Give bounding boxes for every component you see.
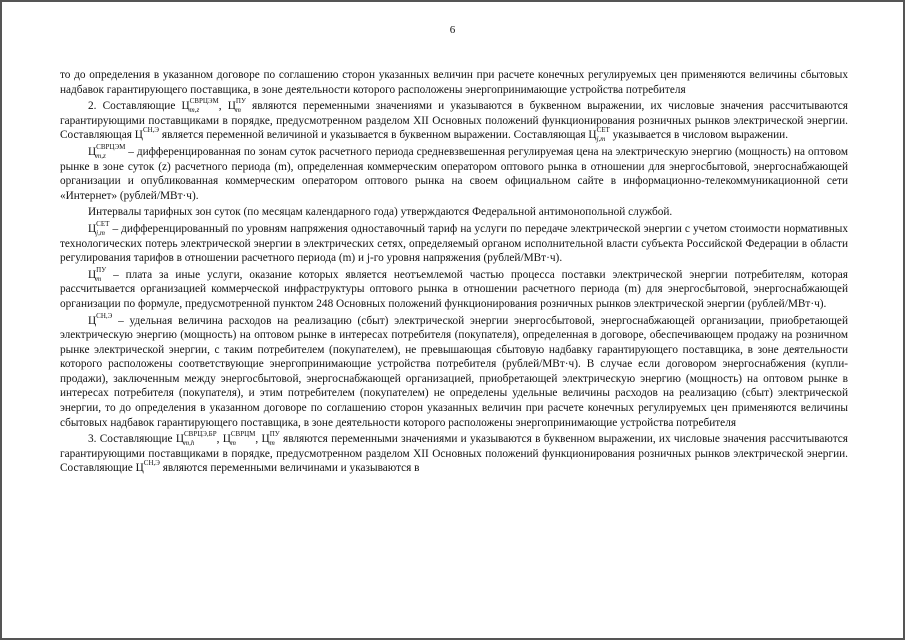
formula-symbol: $Ц^{СН,Э}$ xyxy=(135,459,160,475)
document-body xyxy=(60,68,848,478)
formula-symbol: $Ц^{СВРЦЭ,БР}_{m,h}$ xyxy=(175,430,217,448)
formula-symbol: $Ц^{СН,Э}$ xyxy=(88,311,113,327)
formula-symbol: $Ц^{СЕТ}_{j,m}$ xyxy=(588,126,610,144)
paragraph-definition-set: $Ц^{СЕТ}_{j,m}$ – дифференцированный по уровням напряжения одноставочный тариф на услуги по передаче электрической энергии с учетом стоимости нормативных технологических потерь электрической энергии в электрических сетях, определяемый органом исполнительной власти субъекта Российской Федерации в области регулирования тарифов в отношении расчетного периода (m) и j-го уровня напряжения (рублей/МВт·ч). xyxy=(60,219,848,265)
formula-symbol: $Ц^{СВРЦЭМ}_{m,z}$ xyxy=(88,142,126,160)
formula-symbol: $Ц^{ПУ}_m$ xyxy=(227,97,246,115)
formula-symbol: $Ц^{ПУ}_m$ xyxy=(261,430,280,448)
paragraph-item-2: 2. Составляющие $Ц^{СВРЦЭМ}_{m,z}$ , $Ц^{ПУ}_m$ являются переменными значениями и указываются в буквенном выражении, их числовые значения рассчитываются гарантирующими поставщиками в порядке, предусмотренном разделом XII Основных положений функционирования розничных рынков электрической энергии. Составляющая $Ц^{СН,Э}$ является переменной величиной и указывается в буквенном выражении. Составляющая $Ц^{СЕТ}_{j,m}$ указывается в числовом выражении. xyxy=(60,97,848,144)
paragraph-item-3: 3. Составляющие $Ц^{СВРЦЭ,БР}_{m,h}$ , $Ц^{СВРЦМ}_m$ , $Ц^{ПУ}_m$ являются переменными значениями и указываются в буквенном выражении, их числовые значения рассчитываются гарантирующими поставщиками в порядке, предусмотренном разделом XII Основных положений функционирования розничных рынков электрической энергии. Составляющие $Ц^{СН,Э}$ являются переменными величинами и указываются в xyxy=(60,430,849,475)
paragraph-definition-pu: $Ц^{ПУ}_m$ – плата за иные услуги, оказание которых является неотъемлемой частью процесса поставки электрической энергии потребителям, которая рассчитывается организацией коммерческой инфраструктуры оптового рынка в отношении расчетного периода (m) для энергосбытовой, энергоснабжающей организации по формуле, предусмотренной пунктом 248 Основных положений функционирования розничных рынков электрической энергии (рублей/МВт·ч). xyxy=(60,265,848,310)
formula-symbol: $Ц^{СВРЦЭМ}_{m,z}$ xyxy=(181,97,219,115)
paragraph-definition-svrcem: $Ц^{СВРЦЭМ}_{m,z}$ – дифференцированная по зонам суток расчетного периода средневзвешенная регулируемая цена на электрическую энергию (мощность) на оптовом рынке в зоне суток (z) расчетного периода (m), определенная коммерческим оператором оптового рынка в отношении для энергосбытовой, энергоснабжающей организации и опубликованная коммерческим оператором оптового рынка на своем официальном сайте в информационно-телекоммуникационной сети «Интернет» (рублей/МВт·ч). xyxy=(60,142,848,202)
formula-symbol: $Ц^{СВРЦМ}_m$ xyxy=(222,430,256,448)
paragraph-definition-sne: $Ц^{СН,Э}$ – удельная величина расходов на реализацию (сбыт) электрической энергии энергосбытовой, энергоснабжающей организации, приобретающей электрическую энергию (мощность) на оптовом рынке в интересах потребителя (покупателя), определенная в договоре, обеспечивающем продажу на розничном рынке электрической энергии, с таким потребителем (покупателем), не превышающая сбытовую надбавку гарантирующего поставщика, в зоне деятельности которого расположены соответствующие энергопринимающие устройства потребителя (рублей/МВт·ч). В случае если договором энергоснабжения (купли-продажи), заключенным между энергосбытовой, энергоснабжающей организацией, приобретающей электрическую энергию (мощность) на оптовом рынке в интересах потребителя (покупателя), и этим потребителем (покупателем) не определены удельные величины расходов на реализацию (сбыт) электрической энергии, то до определения в указанном договоре по соглашению сторон указанных величин при расчете конечных регулируемых цен применяются величины сбытовых надбавок гарантирующего поставщика, в зоне деятельности которого расположены энергопринимающие устройства потребителя xyxy=(60,311,848,429)
page-number: 6 xyxy=(449,24,456,36)
formula-symbol: $Ц^{СН,Э}$ xyxy=(134,126,160,142)
paragraph-continuation: то до определения в указанном договоре по соглашению сторон указанных величин при расчете конечных регулируемых цен применяются величины сбытовых надбавок гарантирующего поставщика, в зоне деятельности которого расположены энергопринимающие устройства потребителя xyxy=(60,69,848,96)
paragraph-intervals: Интервалы тарифных зон суток (по месяцам календарного года) утверждаются Федеральной антимонопольной службой. xyxy=(88,206,673,219)
page-border-top xyxy=(0,0,905,2)
page-border-left xyxy=(0,0,2,640)
formula-symbol: $Ц^{ПУ}_m$ xyxy=(88,265,107,283)
formula-symbol: $Ц^{СЕТ}_{j,m}$ xyxy=(88,219,110,237)
